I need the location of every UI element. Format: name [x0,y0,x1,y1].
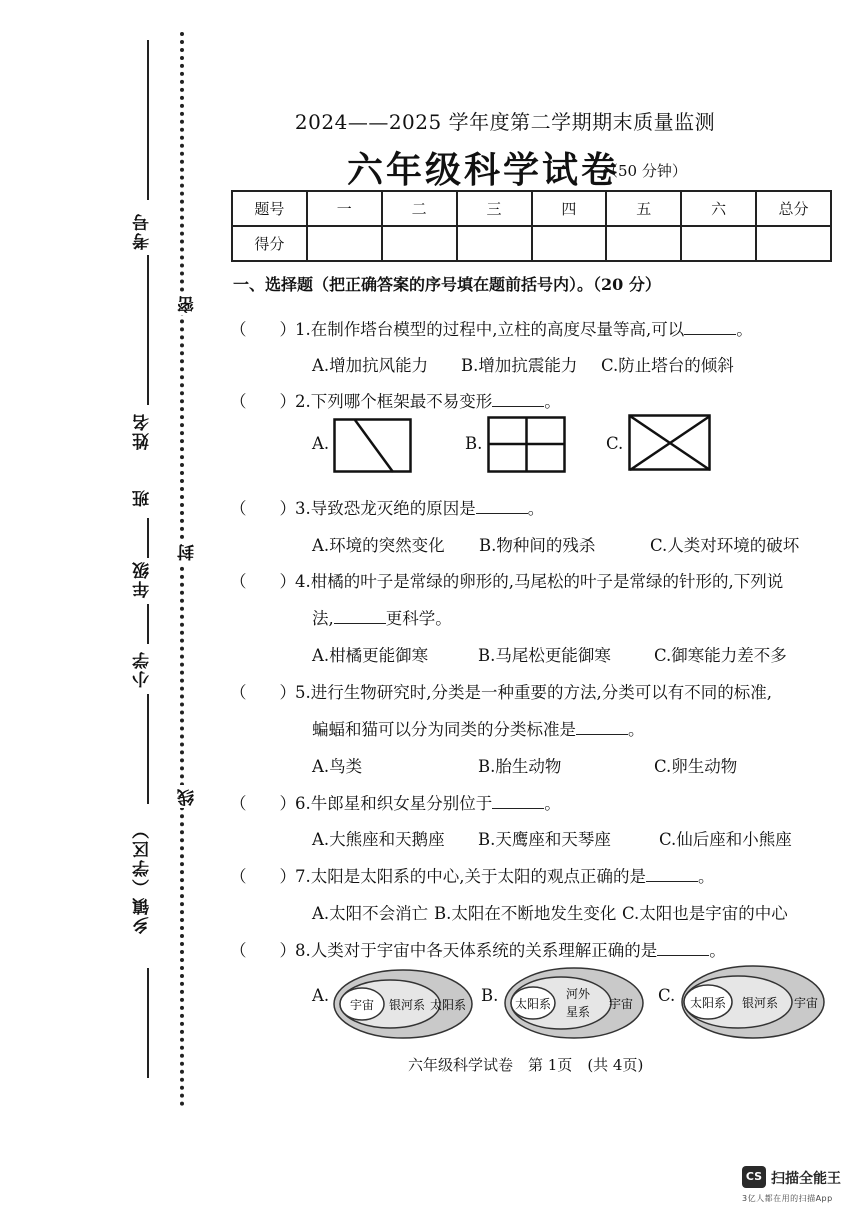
answer-paren-1[interactable]: （ ） [230,320,296,339]
score-table-header-row [232,191,831,226]
q8-diagram-a [332,968,474,1040]
q7-option-c: C.太阳也是宇宙的中心 [622,904,788,923]
watermark-brand: 扫描全能王 [771,1171,841,1187]
q7-option-b: B.太阳在不断地发生变化 [434,904,617,923]
q8b-middle-label-2: 星系 [565,1005,591,1019]
score-cell[interactable] [307,226,382,261]
question-8 [295,937,726,961]
answer-paren-5[interactable]: （ ） [230,683,296,702]
question-3 [295,495,544,519]
question-1-text: 1.在制作塔台模型的过程中,立柱的高度尽量等高,可以 [295,320,685,339]
q2-option-b: B. [465,434,483,453]
exam-duration: （50 分钟） [603,162,687,180]
section-1-title: 一、选择题（把正确答案的序号填在题前括号内）。（20 分） [233,275,661,294]
page-title: 六年级科学试卷 [347,149,621,191]
q8c-inner-label: 太阳系 [689,996,727,1010]
score-cell[interactable] [532,226,607,261]
question-8-end: 。 [709,941,726,960]
answer-blank[interactable] [576,720,628,735]
q4-option-a: A.柑橘更能御寒 [312,646,429,665]
score-header-cell: 二 [382,191,457,226]
score-cell[interactable] [681,226,756,261]
answer-paren-3[interactable]: （ ） [230,499,296,518]
answer-blank[interactable] [476,499,528,514]
question-6 [295,790,561,814]
score-header-cell: 四 [532,191,607,226]
q8c-outer-label: 宇宙 [793,996,819,1010]
score-header-cell: 五 [606,191,681,226]
question-5: 5.进行生物研究时,分类是一种重要的方法,分类可以有不同的标准, [295,683,772,702]
page-footer: 六年级科学试卷 第 1页 (共 4页) [408,1056,644,1074]
q6-option-c: C.仙后座和小熊座 [659,830,792,849]
q3-option-a: A.环境的突然变化 [312,536,445,555]
q4-option-c: C.御寒能力差不多 [654,646,787,665]
score-header-cell: 六 [681,191,756,226]
q8a-middle-label: 银河系 [388,998,426,1012]
q6-option-b: B.天鹰座和天琴座 [478,830,611,849]
exam-period-title: 2024——2025 学年度第二学期期末质量监测 [294,110,716,134]
q7-option-a: A.太阳不会消亡 [312,904,429,923]
binding-town: 乡镇（学区） [133,820,153,934]
q1-option-a: A.增加抗风能力 [312,356,429,375]
question-4-line2-post: 更科学。 [385,609,452,628]
answer-paren-6[interactable]: （ ） [230,794,296,813]
score-cell[interactable] [382,226,457,261]
frame-grid-figure [487,416,567,474]
q8b-outer-label: 宇宙 [608,997,634,1011]
q1-option-c: C.防止塔台的倾斜 [601,356,734,375]
score-table-score-row [232,226,831,261]
question-6-end: 。 [544,794,561,813]
q1-option-b: B.增加抗震能力 [461,356,578,375]
binding-exam-no: 考号 [133,212,153,250]
score-header-cell: 题号 [232,191,307,226]
score-header-cell: 一 [307,191,382,226]
camscanner-logo-icon: CS [742,1166,766,1188]
q3-option-c: C.人类对环境的破坏 [650,536,800,555]
answer-blank[interactable] [492,794,544,809]
q5-option-a: A.鸟类 [312,757,363,776]
question-3-text: 3.导致恐龙灭绝的原因是 [295,499,476,518]
score-cell[interactable] [606,226,681,261]
q8-option-b: B. [481,986,499,1005]
frame-cross-braced-figure [628,414,712,472]
question-1 [295,316,753,340]
q8-option-c: C. [658,986,676,1005]
score-table [231,190,832,262]
q2-option-a: A. [312,434,330,453]
binding-rule-2 [147,255,149,405]
answer-paren-7[interactable]: （ ） [230,867,296,886]
q8-diagram-b [503,966,645,1040]
q4-option-b: B.马尾松更能御寒 [478,646,611,665]
binding-name: 姓名 [133,412,153,450]
question-8-text: 8.人类对于宇宙中各天体系统的关系理解正确的是 [295,941,658,960]
question-2-end: 。 [544,392,561,411]
score-header-cell: 三 [457,191,532,226]
q5-option-c: C.卵生动物 [654,757,738,776]
q6-option-a: A.大熊座和天鹅座 [312,830,445,849]
score-cell[interactable] [756,226,831,261]
seal-mark-mi: 密 [175,292,200,315]
answer-blank[interactable] [657,941,709,956]
q5-option-b: B.胎生动物 [478,757,562,776]
question-5-line2-post: 。 [628,720,645,739]
question-5-line2 [312,716,645,740]
question-2-text: 2.下列哪个框架最不易变形 [295,392,493,411]
score-cell[interactable] [457,226,532,261]
binding-rule-3 [147,518,149,558]
binding-grade: 年级 [133,560,153,598]
answer-paren-4[interactable]: （ ） [230,572,296,591]
answer-blank[interactable] [492,392,544,407]
question-3-end: 。 [527,499,545,518]
question-2 [295,388,561,412]
answer-paren-8[interactable]: （ ） [230,941,296,960]
binding-rule-5 [147,694,149,804]
q8c-middle-label: 银河系 [741,996,779,1010]
answer-blank[interactable] [684,320,736,335]
answer-blank[interactable] [334,609,386,624]
question-4: 4.柑橘的叶子是常绿的卵形的,马尾松的叶子是常绿的针形的,下列说 [295,572,784,591]
seal-mark-xian: 线 [175,785,200,808]
answer-paren-2[interactable]: （ ） [230,392,296,411]
frame-diagonal-figure [333,418,413,474]
q8b-middle-label-1: 河外 [565,987,591,1001]
binding-school: 小学 [133,650,153,688]
question-4-line2 [312,605,452,629]
question-7-text: 7.太阳是太阳系的中心,关于太阳的观点正确的是 [295,867,646,886]
question-5-line2-pre: 蝙蝠和猫可以分为同类的分类标准是 [312,720,576,739]
question-7 [295,863,715,887]
watermark-tagline: 3亿人都在用的扫描App [742,1194,833,1203]
score-row-label: 得分 [232,226,307,261]
question-6-text: 6.牛郎星和织女星分别位于 [295,794,493,813]
seal-dotted-line [180,32,184,1107]
question-4-line2-pre: 法, [312,609,334,628]
binding-class: 班 [133,488,153,507]
q8-option-a: A. [312,986,330,1005]
answer-blank[interactable] [646,867,698,882]
q2-option-c: C. [606,434,624,453]
seal-mark-feng: 封 [175,540,200,563]
q8a-inner-label: 宇宙 [349,998,375,1012]
binding-rule-4 [147,604,149,644]
question-7-end: 。 [698,867,715,886]
q8b-inner-label: 太阳系 [514,997,552,1011]
binding-rule-6 [147,968,149,1078]
question-1-end: 。 [736,320,753,339]
score-header-cell: 总分 [756,191,831,226]
q8a-outer-label: 太阳系 [429,998,467,1012]
q3-option-b: B.物种间的残杀 [479,536,596,555]
q8-diagram-c [680,964,826,1040]
